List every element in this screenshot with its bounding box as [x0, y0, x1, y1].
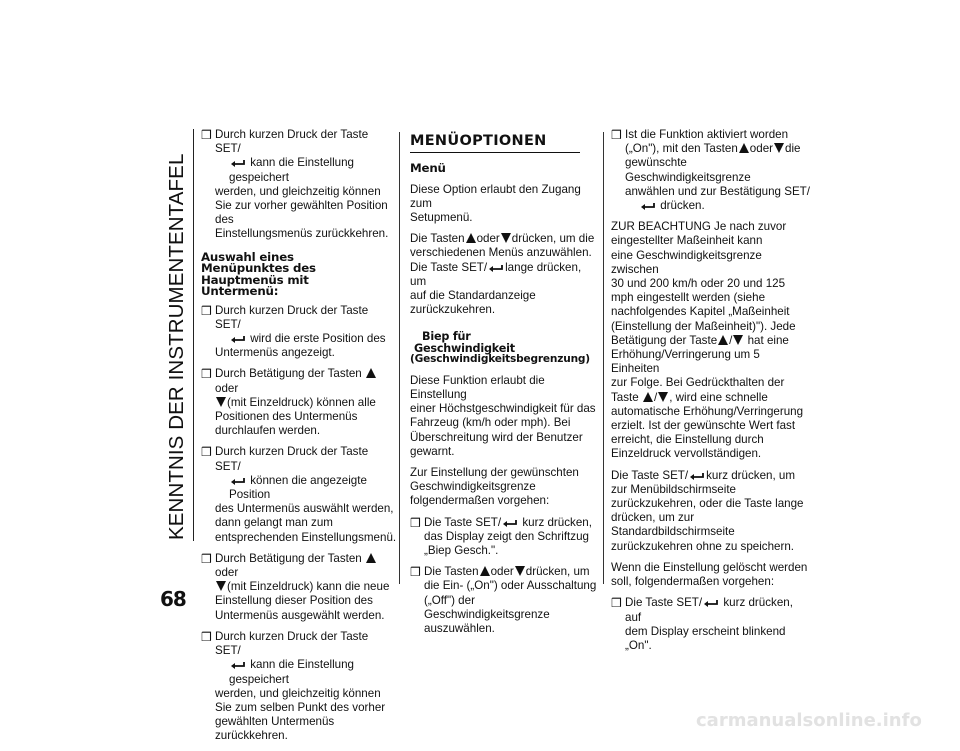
list-item: ❒ Die Tasten oder drücken, um die Ein- („On") oder Ausschaltung („Off") der Geschwindigkeitsgrenze auszuwählen.: [410, 565, 597, 636]
down-arrow-icon: [733, 335, 743, 345]
set-return-arrow-icon: [230, 661, 246, 670]
list-item: ❒ Die Taste SET/ kurz drücken, auf dem Display erscheint blinkend „On".: [611, 596, 793, 652]
page-number: 68: [160, 587, 186, 611]
list-item: ❒ Durch Betätigung der Tasten oder (mit Einzeldruck) können alle Positionen des Untermenüs durchlaufen werden.: [201, 367, 376, 438]
list-item: ❒ Durch kurzen Druck der Taste SET/ können die angezeigte Position des Untermenüs auswählt werden, dann gelangt man zum entsprechenden Einstellungsmenü.: [201, 445, 397, 544]
up-arrow-icon: [480, 566, 490, 576]
checkbox-bullet-icon: ❒: [201, 445, 212, 460]
side-rule: [193, 129, 194, 541]
column-divider-2: [603, 132, 604, 584]
section-side-title: [163, 130, 193, 540]
up-arrow-icon: [366, 553, 376, 563]
list-item: ❒ Ist die Funktion aktiviert worden („On"), mit den Tasten oder die gewünschte Geschwindigkeitsgrenze anwählen und zur Bestätigung SET/ drücken.: [611, 128, 810, 213]
set-return-arrow-icon: [230, 477, 246, 486]
down-arrow-icon: [658, 392, 668, 402]
watermark-logo: carmanualsonline.info: [696, 710, 922, 731]
list-item: ❒ Durch kurzen Druck der Taste SET/ kann die Einstellung gespeichert werden, und gleichzeitig können Sie zum selben Punkt des vorher gewählten Untermenüs zurückkehren.: [201, 629, 386, 743]
set-return-arrow-icon: [640, 202, 656, 211]
checkbox-bullet-icon: ❒: [611, 128, 622, 142]
page-heading: MENÜOPTIONEN: [410, 134, 580, 153]
section-heading: Auswahl eines Menüpunktes des Hauptmenüs mit Untermenü:: [201, 249, 316, 299]
subheading-menu: Menü: [410, 161, 446, 175]
up-arrow-icon: [366, 368, 376, 378]
list-item: ❒ Durch Betätigung der Tasten oder (mit Einzeldruck) kann die neue Einstellung dieser Position des Untermenüs ausgewählt werden.: [201, 551, 390, 622]
down-arrow-icon: [216, 397, 226, 407]
column-2: MENÜOPTIONEN Menü Diese Option erlaubt den Zugang zum Setupmenü. Die Tasten oder drücken, um die verschiedenen Menüs anzuwählen. Die Taste SET/ lange drücken, um auf die Standardanzeige zurückzukehren. Biep für Geschwindigkeit (Geschwindigkeitsbegrenzung) Diese Funktion erlaubt die Einstellung einer Höchstgeschwindigkeit für das Fahrzeug (km/h oder mph). Bei Überschreitung wird der Benutzer gewarnt. Zur Einstellung der gewünschten Geschwindigkeitsgrenze folgendermaßen vorgehen: ❒ Die Taste SET/ kurz drücken, das Display zeigt den Schriftzug „Biep Gesch.". ❒ Die Tasten oder drücken, um die Ein- („On") oder Ausschaltung („Off") der Geschwindigkeitsgrenze auszuwählen.: [410, 134, 600, 643]
column-1: [201, 128, 397, 751]
checkbox-bullet-icon: ❒: [410, 565, 421, 580]
list-item: ❒ Durch kurzen Druck der Taste SET/ kann die Einstellung gespeichert werden, und gleichzeitig können Sie zur vorher gewählten Position des Einstellungsmenüs zurückkehren.: [201, 128, 389, 241]
up-arrow-icon: [739, 143, 749, 153]
up-arrow-icon: [466, 233, 476, 243]
checkbox-bullet-icon: ❒: [410, 515, 421, 530]
checkbox-bullet-icon: ❒: [201, 303, 212, 318]
set-return-arrow-icon: [703, 599, 719, 608]
set-return-arrow-icon: [689, 472, 705, 481]
list-item: ❒ Durch kurzen Druck der Taste SET/ wird die erste Position des Untermenüs angezeigt.: [201, 303, 386, 360]
set-return-arrow-icon: [488, 264, 504, 273]
checkbox-bullet-icon: ❒: [201, 128, 212, 142]
down-arrow-icon: [515, 566, 525, 576]
set-return-arrow-icon: [230, 335, 246, 344]
column-divider-1: [399, 132, 400, 584]
set-return-arrow-icon: [230, 159, 246, 168]
set-return-arrow-icon: [502, 519, 518, 528]
checkbox-bullet-icon: ❒: [201, 367, 212, 382]
up-arrow-icon: [718, 335, 728, 345]
column-3: ❒ Ist die Funktion aktiviert worden („On"), mit den Tasten oder die gewünschte Geschwindigkeitsgrenze anwählen und zur Bestätigung SET/ drücken. ZUR BEACHTUNG Je nach zuvor eingestellter Maßeinheit kann eine Geschwindigkeitsgrenze zwischen 30 und 200 km/h oder 20 und 125 mph eingestellt werden (siehe nachfolgendes Kapitel „Maßeinheit (Einstellung der Maßeinheit)"). Jede Betätigung der Taste / hat eine Erhöhung/Verringerung um 5 Einheiten zur Folge. Bei Gedrückthalten der Taste / , wird eine schnelle automatische Erhöhung/Verringerung erzielt. Ist der gewünschte Wert fast erreicht, die Einstellung durch Einzeldruck vervollständigen. Die Taste SET/ kurz drücken, um zur Menübildschirmseite zurückzukehren, oder die Taste lange drücken, um zur Standardbildschirmseite zurückzukehren ohne zu speichern. Wenn die Einstellung gelöscht werden soll, folgendermaßen vorgehen: ❒ Die Taste SET/ kurz drücken, auf dem Display erscheint blinkend „On".: [611, 128, 810, 652]
checkbox-bullet-icon: ❒: [201, 629, 212, 644]
checkbox-bullet-icon: ❒: [201, 551, 212, 566]
section-side-title-text: KENNTNIS DER INSTRUMENTENTAFEL: [165, 153, 188, 540]
subheading-biep: Biep für Geschwindigkeit (Geschwindigkeitsbegrenzung): [410, 330, 590, 366]
up-arrow-icon: [643, 392, 653, 402]
list-item: ❒ Die Taste SET/ kurz drücken, das Display zeigt den Schriftzug „Biep Gesch.".: [410, 515, 592, 558]
down-arrow-icon: [501, 233, 511, 243]
down-arrow-icon: [216, 581, 226, 591]
down-arrow-icon: [774, 143, 784, 153]
checkbox-bullet-icon: ❒: [611, 596, 622, 611]
